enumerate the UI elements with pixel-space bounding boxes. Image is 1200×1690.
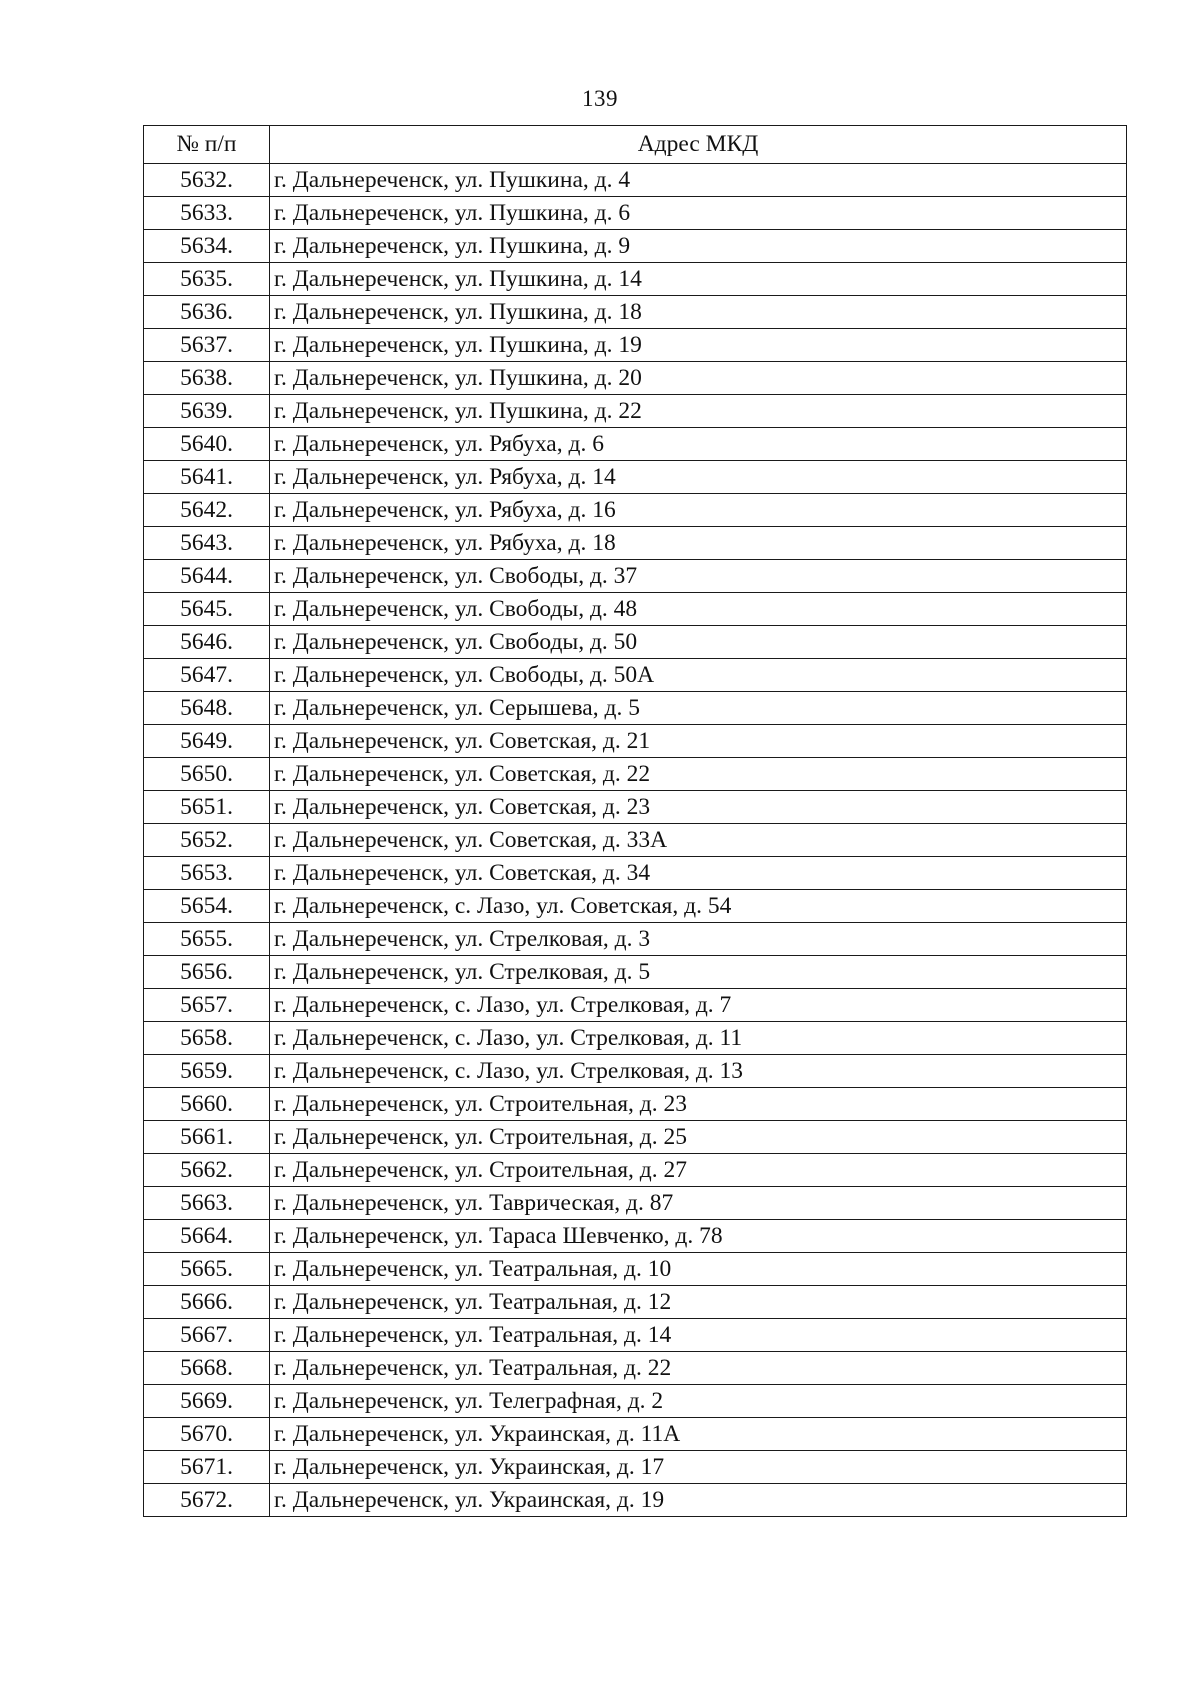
row-number-cell: 5660. (144, 1088, 270, 1121)
address-cell: г. Дальнереченск, ул. Пушкина, д. 19 (270, 329, 1127, 362)
row-number-cell: 5656. (144, 956, 270, 989)
address-cell: г. Дальнереченск, с. Лазо, ул. Стрелковая, д. 13 (270, 1055, 1127, 1088)
table-row (144, 527, 1127, 560)
row-number-cell: 5646. (144, 626, 270, 659)
table-row (144, 1154, 1127, 1187)
column-header-number: № п/п (144, 126, 270, 164)
row-number-cell: 5643. (144, 527, 270, 560)
address-cell: г. Дальнереченск, ул. Пушкина, д. 9 (270, 230, 1127, 263)
address-cell: г. Дальнереченск, ул. Пушкина, д. 6 (270, 197, 1127, 230)
address-cell: г. Дальнереченск, ул. Пушкина, д. 14 (270, 263, 1127, 296)
address-cell: г. Дальнереченск, с. Лазо, ул. Советская, д. 54 (270, 890, 1127, 923)
column-header-address: Адрес МКД (270, 126, 1127, 164)
row-number-cell: 5655. (144, 923, 270, 956)
mkd-address-table (143, 125, 1127, 1517)
address-cell: г. Дальнереченск, ул. Советская, д. 34 (270, 857, 1127, 890)
row-number-cell: 5644. (144, 560, 270, 593)
header-row (144, 126, 1127, 164)
table-row (144, 857, 1127, 890)
table-body (144, 164, 1127, 1517)
table-row (144, 791, 1127, 824)
table-row (144, 329, 1127, 362)
address-cell: г. Дальнереченск, ул. Таврическая, д. 87 (270, 1187, 1127, 1220)
row-number-cell: 5663. (144, 1187, 270, 1220)
table-row (144, 1286, 1127, 1319)
table-row (144, 461, 1127, 494)
address-cell: г. Дальнереченск, ул. Театральная, д. 12 (270, 1286, 1127, 1319)
address-cell: г. Дальнереченск, с. Лазо, ул. Стрелковая, д. 7 (270, 989, 1127, 1022)
row-number-cell: 5665. (144, 1253, 270, 1286)
table-row (144, 1121, 1127, 1154)
table-row (144, 164, 1127, 197)
address-cell: г. Дальнереченск, ул. Театральная, д. 10 (270, 1253, 1127, 1286)
table-row (144, 989, 1127, 1022)
row-number-cell: 5652. (144, 824, 270, 857)
table-row (144, 1319, 1127, 1352)
table-row (144, 1352, 1127, 1385)
address-cell: г. Дальнереченск, ул. Украинская, д. 17 (270, 1451, 1127, 1484)
table-row (144, 1187, 1127, 1220)
row-number-cell: 5662. (144, 1154, 270, 1187)
table-row (144, 725, 1127, 758)
row-number-cell: 5649. (144, 725, 270, 758)
row-number-cell: 5654. (144, 890, 270, 923)
row-number-cell: 5669. (144, 1385, 270, 1418)
row-number-cell: 5651. (144, 791, 270, 824)
address-cell: г. Дальнереченск, ул. Театральная, д. 22 (270, 1352, 1127, 1385)
row-number-cell: 5635. (144, 263, 270, 296)
table-row (144, 758, 1127, 791)
address-cell: г. Дальнереченск, ул. Украинская, д. 19 (270, 1484, 1127, 1517)
address-cell: г. Дальнереченск, ул. Советская, д. 23 (270, 791, 1127, 824)
table-row (144, 1220, 1127, 1253)
row-number-cell: 5639. (144, 395, 270, 428)
address-cell: г. Дальнереченск, ул. Стрелковая, д. 3 (270, 923, 1127, 956)
row-number-cell: 5670. (144, 1418, 270, 1451)
row-number-cell: 5664. (144, 1220, 270, 1253)
table-row (144, 890, 1127, 923)
table-row (144, 1253, 1127, 1286)
address-cell: г. Дальнереченск, с. Лазо, ул. Стрелковая, д. 11 (270, 1022, 1127, 1055)
table-row (144, 263, 1127, 296)
table-row (144, 1022, 1127, 1055)
address-cell: г. Дальнереченск, ул. Театральная, д. 14 (270, 1319, 1127, 1352)
address-cell: г. Дальнереченск, ул. Пушкина, д. 4 (270, 164, 1127, 197)
table-row (144, 956, 1127, 989)
table-row (144, 626, 1127, 659)
row-number-cell: 5637. (144, 329, 270, 362)
row-number-cell: 5632. (144, 164, 270, 197)
table-row (144, 1088, 1127, 1121)
address-cell: г. Дальнереченск, ул. Свободы, д. 37 (270, 560, 1127, 593)
table-row (144, 1385, 1127, 1418)
address-cell: г. Дальнереченск, ул. Стрелковая, д. 5 (270, 956, 1127, 989)
address-cell: г. Дальнереченск, ул. Строительная, д. 25 (270, 1121, 1127, 1154)
address-cell: г. Дальнереченск, ул. Свободы, д. 50А (270, 659, 1127, 692)
row-number-cell: 5659. (144, 1055, 270, 1088)
table-row (144, 659, 1127, 692)
address-cell: г. Дальнереченск, ул. Рябуха, д. 6 (270, 428, 1127, 461)
address-cell: г. Дальнереченск, ул. Свободы, д. 50 (270, 626, 1127, 659)
address-cell: г. Дальнереченск, ул. Пушкина, д. 22 (270, 395, 1127, 428)
table-row (144, 824, 1127, 857)
table-row (144, 296, 1127, 329)
table-row (144, 197, 1127, 230)
row-number-cell: 5666. (144, 1286, 270, 1319)
row-number-cell: 5645. (144, 593, 270, 626)
table-row (144, 1451, 1127, 1484)
address-cell: г. Дальнереченск, ул. Серышева, д. 5 (270, 692, 1127, 725)
table-row (144, 1055, 1127, 1088)
row-number-cell: 5648. (144, 692, 270, 725)
row-number-cell: 5672. (144, 1484, 270, 1517)
address-cell: г. Дальнереченск, ул. Строительная, д. 23 (270, 1088, 1127, 1121)
row-number-cell: 5640. (144, 428, 270, 461)
page-number: 139 (582, 86, 618, 111)
address-cell: г. Дальнереченск, ул. Рябуха, д. 16 (270, 494, 1127, 527)
table-row (144, 1484, 1127, 1517)
row-number-cell: 5633. (144, 197, 270, 230)
table-row (144, 1418, 1127, 1451)
table-row (144, 395, 1127, 428)
row-number-cell: 5647. (144, 659, 270, 692)
row-number-cell: 5661. (144, 1121, 270, 1154)
table-row (144, 428, 1127, 461)
row-number-cell: 5642. (144, 494, 270, 527)
address-cell: г. Дальнереченск, ул. Пушкина, д. 20 (270, 362, 1127, 395)
address-cell: г. Дальнереченск, ул. Рябуха, д. 18 (270, 527, 1127, 560)
address-cell: г. Дальнереченск, ул. Советская, д. 21 (270, 725, 1127, 758)
address-cell: г. Дальнереченск, ул. Рябуха, д. 14 (270, 461, 1127, 494)
row-number-cell: 5638. (144, 362, 270, 395)
address-cell: г. Дальнереченск, ул. Строительная, д. 27 (270, 1154, 1127, 1187)
address-cell: г. Дальнереченск, ул. Свободы, д. 48 (270, 593, 1127, 626)
table-row (144, 923, 1127, 956)
address-cell: г. Дальнереченск, ул. Советская, д. 22 (270, 758, 1127, 791)
address-cell: г. Дальнереченск, ул. Тараса Шевченко, д. 78 (270, 1220, 1127, 1253)
row-number-cell: 5650. (144, 758, 270, 791)
table-row (144, 593, 1127, 626)
address-cell: г. Дальнереченск, ул. Украинская, д. 11А (270, 1418, 1127, 1451)
row-number-cell: 5641. (144, 461, 270, 494)
row-number-cell: 5667. (144, 1319, 270, 1352)
table-row (144, 692, 1127, 725)
table-header (144, 126, 1127, 164)
table-row (144, 494, 1127, 527)
row-number-cell: 5653. (144, 857, 270, 890)
row-number-cell: 5657. (144, 989, 270, 1022)
table-row (144, 560, 1127, 593)
address-cell: г. Дальнереченск, ул. Пушкина, д. 18 (270, 296, 1127, 329)
row-number-cell: 5634. (144, 230, 270, 263)
table-row (144, 230, 1127, 263)
table-row (144, 362, 1127, 395)
address-cell: г. Дальнереченск, ул. Телеграфная, д. 2 (270, 1385, 1127, 1418)
address-cell: г. Дальнереченск, ул. Советская, д. 33А (270, 824, 1127, 857)
row-number-cell: 5658. (144, 1022, 270, 1055)
row-number-cell: 5671. (144, 1451, 270, 1484)
row-number-cell: 5636. (144, 296, 270, 329)
row-number-cell: 5668. (144, 1352, 270, 1385)
